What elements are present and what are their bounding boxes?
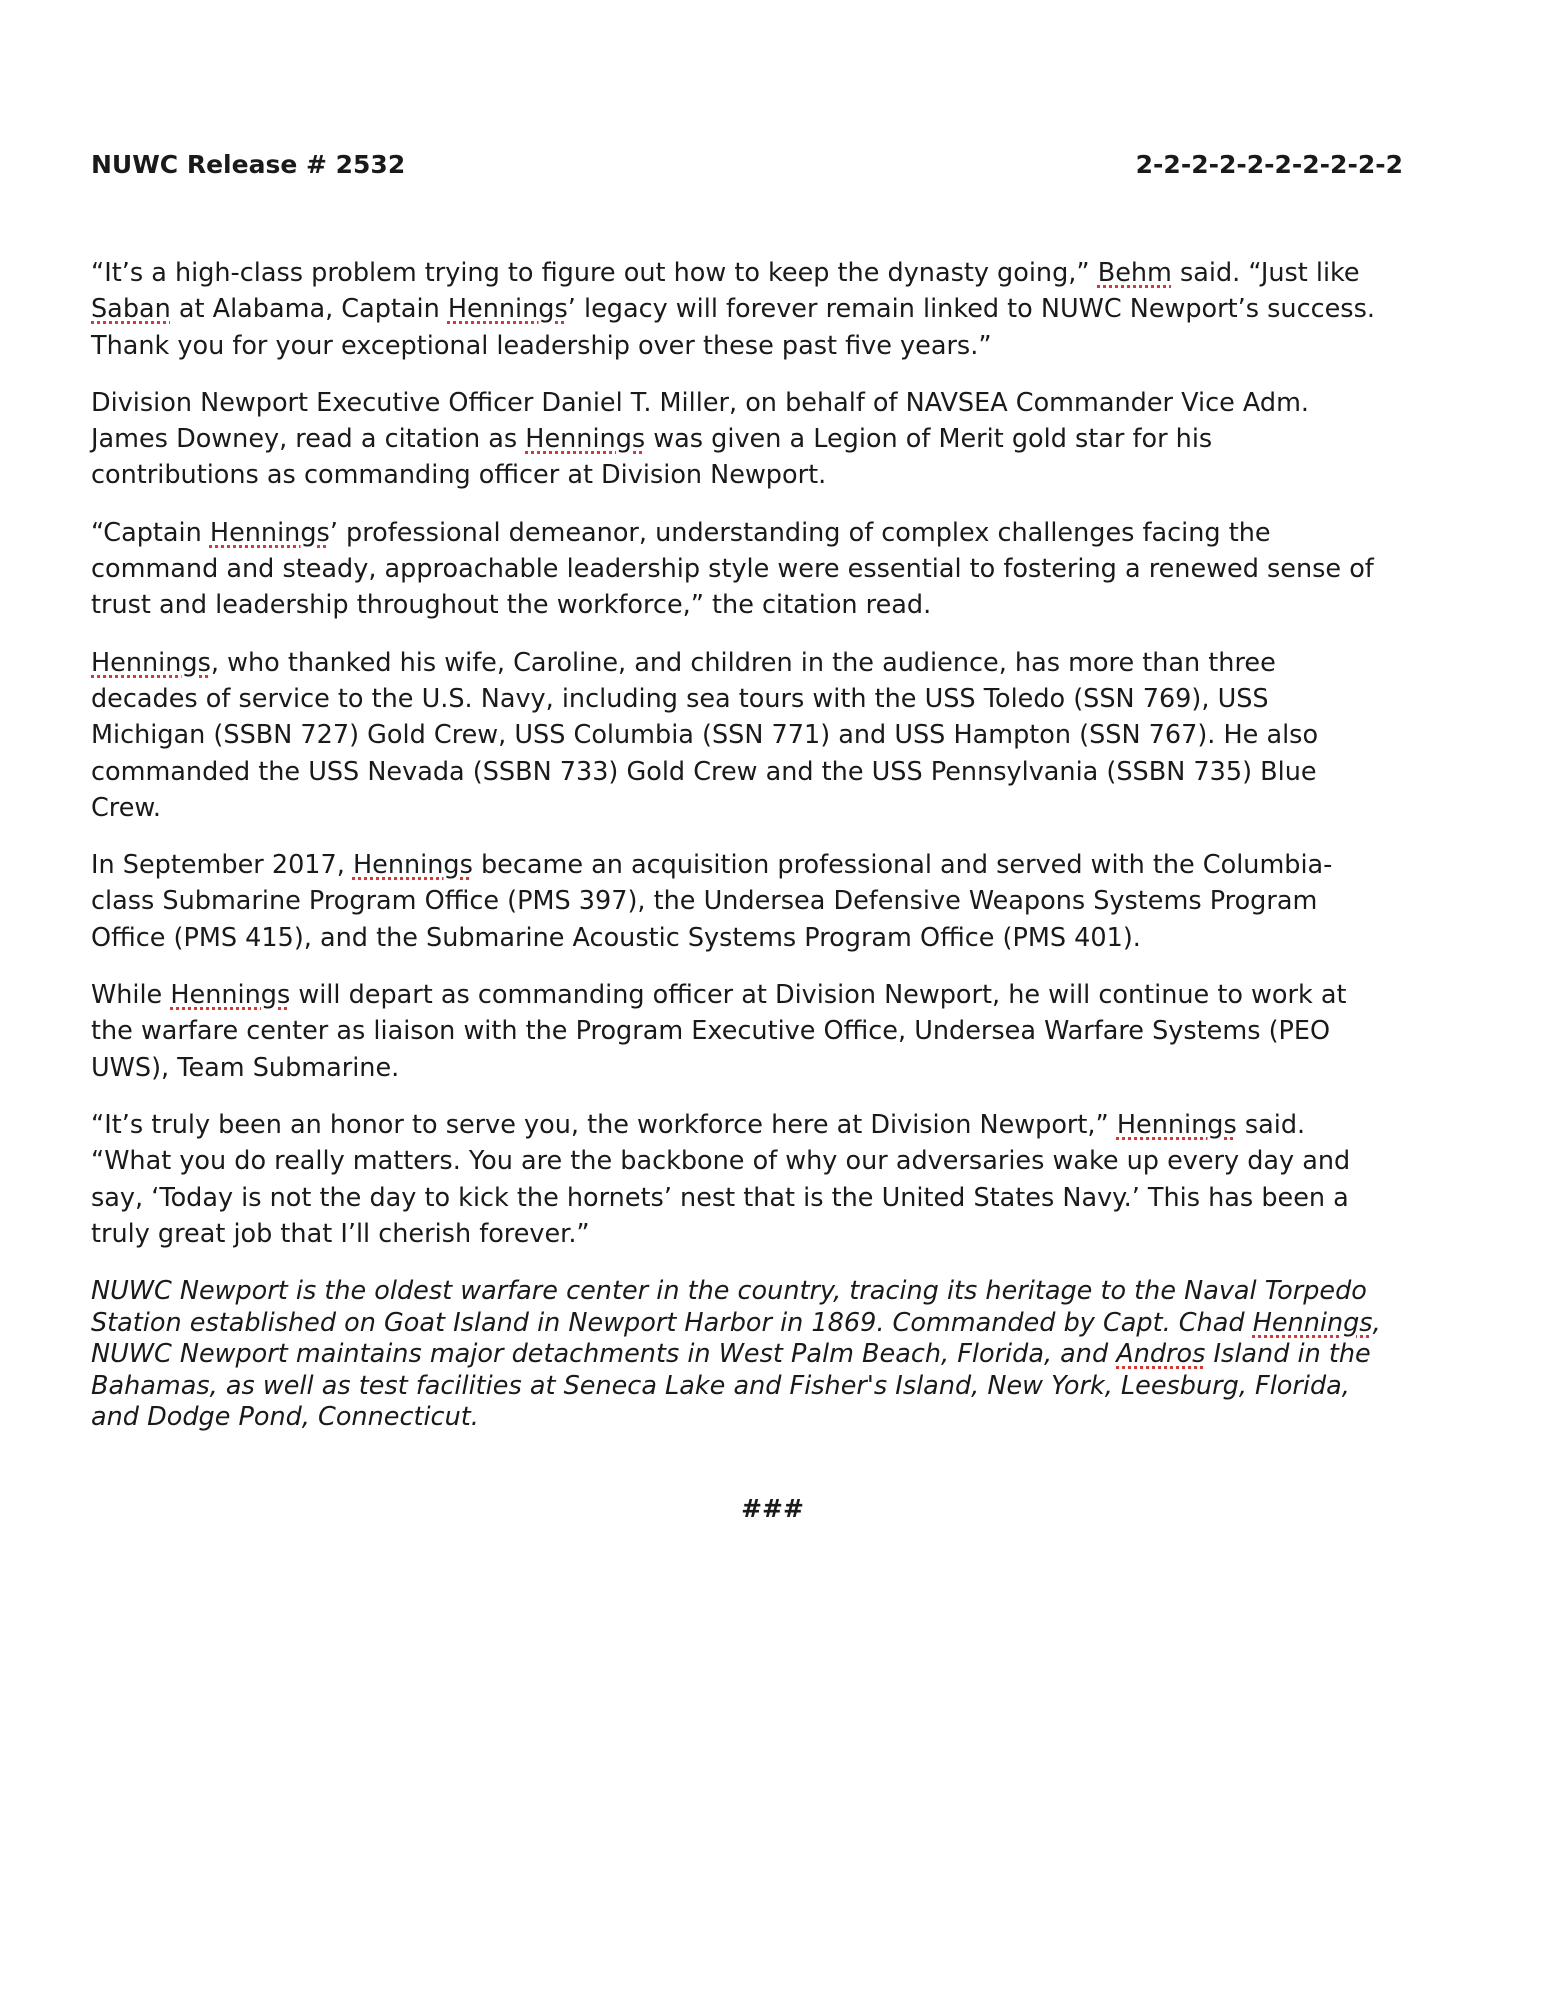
text-line (91, 1180, 1451, 1216)
body-paragraph (91, 847, 1451, 956)
text-segment: was given a Legion of Merit gold star for his (645, 424, 1213, 455)
text-line (91, 920, 1451, 956)
text-segment: Division Newport Executive Officer Daniel T. Miller, on behalf of NAVSEA Commander Vice Adm. (91, 387, 1310, 418)
text-line (91, 255, 1451, 291)
page-header (91, 146, 1403, 182)
text-segment: said. (1236, 1109, 1306, 1140)
spellcheck-flagged-word: Hennings (525, 424, 646, 455)
text-line (91, 385, 1451, 421)
text-segment: Island in the (1205, 1339, 1371, 1369)
text-segment: and Dodge Pond, Connecticut. (91, 1402, 479, 1432)
body-paragraph (91, 645, 1451, 826)
text-line (91, 1276, 1471, 1308)
text-segment: NUWC Newport is the oldest warfare center in the country, tracing its heritage to the Naval Torpedo (91, 1276, 1367, 1306)
text-segment: command and steady, approachable leadership style were essential to fostering a renewed sense of (91, 554, 1374, 585)
text-line (91, 328, 1451, 364)
spellcheck-flagged-word: Andros (1116, 1339, 1206, 1369)
text-segment: Crew. (91, 792, 162, 823)
text-segment: , (1372, 1307, 1381, 1338)
text-line (91, 977, 1451, 1013)
spellcheck-flagged-word: Hennings (1252, 1307, 1373, 1338)
text-segment: UWS), Team Submarine. (91, 1052, 400, 1083)
text-segment: In September 2017, (91, 850, 353, 881)
text-line (91, 551, 1451, 587)
text-line (91, 1308, 1471, 1340)
text-line (91, 847, 1451, 883)
spellcheck-flagged-word: Hennings (1116, 1109, 1237, 1140)
text-segment: became an acquisition professional and served with the Columbia- (472, 850, 1333, 881)
body-paragraph (91, 385, 1451, 494)
text-segment: decades of service to the U.S. Navy, including sea tours with the USS Toledo (SSN 769), USS (91, 683, 1269, 714)
text-segment: “What you do really matters. You are the backbone of why our adversaries wake up every day and (91, 1146, 1351, 1177)
spellcheck-flagged-word: Hennings (352, 850, 473, 881)
spellcheck-flagged-word: Behm (1097, 258, 1172, 288)
text-segment: , who thanked his wife, Caroline, and children in the audience, has more than three (210, 647, 1276, 678)
text-segment: NUWC Newport maintains major detachments in West Palm Beach, Florida, and (91, 1339, 1117, 1369)
text-segment: say, ‘Today is not the day to kick the hornets’ nest that is the United States Navy.’ This has been a (91, 1182, 1349, 1213)
text-line (91, 515, 1451, 551)
text-segment: Thank you for your exceptional leadership over these past five years.” (91, 330, 992, 361)
text-line (91, 754, 1451, 790)
body-paragraph (91, 515, 1451, 624)
text-line (91, 587, 1451, 623)
text-segment: ’ legacy will forever remain linked to NUWC Newport’s success. (567, 294, 1375, 325)
spellcheck-flagged-word: Hennings (447, 294, 568, 325)
text-segment: While (91, 980, 171, 1011)
text-segment: truly great job that I’ll cherish forever.” (91, 1218, 590, 1249)
text-line (91, 421, 1451, 457)
text-segment: “It’s a high-class problem trying to figure out how to keep the dynasty going,” (91, 258, 1098, 288)
text-line (91, 1371, 1471, 1403)
spellcheck-flagged-word: Hennings (170, 980, 291, 1011)
text-line (91, 1013, 1451, 1049)
text-line (91, 1216, 1451, 1252)
body-paragraph (91, 1107, 1451, 1252)
release-number: NUWC Release # 2532 (91, 149, 406, 179)
body-paragraph (91, 255, 1451, 364)
spellcheck-flagged-word: Saban (91, 294, 171, 325)
page-marker: 2-2-2-2-2-2-2-2-2-2 (1135, 149, 1403, 179)
body-paragraph (91, 977, 1451, 1086)
text-line (91, 1402, 1471, 1434)
text-segment: Office (PMS 415), and the Submarine Acoustic Systems Program Office (PMS 401). (91, 922, 1141, 953)
text-line (91, 681, 1451, 717)
text-segment: Michigan (SSBN 727) Gold Crew, USS Columbia (SSN 771) and USS Hampton (SSN 767). He also (91, 720, 1319, 751)
text-segment: class Submarine Program Office (PMS 397), the Undersea Defensive Weapons Systems Program (91, 886, 1318, 917)
text-segment: ’ professional demeanor, understanding of complex challenges facing the (329, 517, 1271, 548)
text-segment: “It’s truly been an honor to serve you, the workforce here at Division Newport,” (91, 1109, 1117, 1140)
text-segment: trust and leadership throughout the workforce,” the citation read. (91, 590, 932, 621)
boilerplate-paragraph (91, 1276, 1471, 1434)
text-segment: at Alabama, Captain (170, 294, 448, 325)
text-segment: commanded the USS Nevada (SSBN 733) Gold Crew and the USS Pennsylvania (SSBN 735) Blue (91, 756, 1317, 787)
text-line (91, 291, 1451, 327)
text-segment: “Captain (91, 517, 210, 548)
end-mark: ### (741, 1494, 804, 1523)
text-line (91, 1050, 1451, 1086)
text-segment: James Downey, read a citation as (91, 424, 526, 455)
text-line (91, 883, 1451, 919)
text-line (91, 1143, 1451, 1179)
text-segment: the warfare center as liaison with the Program Executive Office, Undersea Warfare Systems (PEO (91, 1016, 1331, 1047)
text-line (91, 790, 1451, 826)
text-line (91, 1107, 1451, 1143)
text-segment: said. “Just like (1171, 258, 1360, 288)
article-body (91, 255, 1451, 1273)
text-line (91, 457, 1451, 493)
text-line (91, 1339, 1471, 1371)
text-line (91, 717, 1451, 753)
spellcheck-flagged-word: Hennings (209, 517, 330, 548)
text-segment: Bahamas, as well as test facilities at Seneca Lake and Fisher's Island, New York, Leesburg, Florida, (91, 1370, 1350, 1401)
text-segment: contributions as commanding officer at Division Newport. (91, 460, 827, 491)
text-line (91, 645, 1451, 681)
spellcheck-flagged-word: Hennings (91, 647, 211, 678)
text-segment: Station established on Goat Island in Newport Harbor in 1869. Commanded by Capt. Chad (91, 1307, 1253, 1338)
text-segment: will depart as commanding officer at Division Newport, he will continue to work at (290, 980, 1347, 1011)
